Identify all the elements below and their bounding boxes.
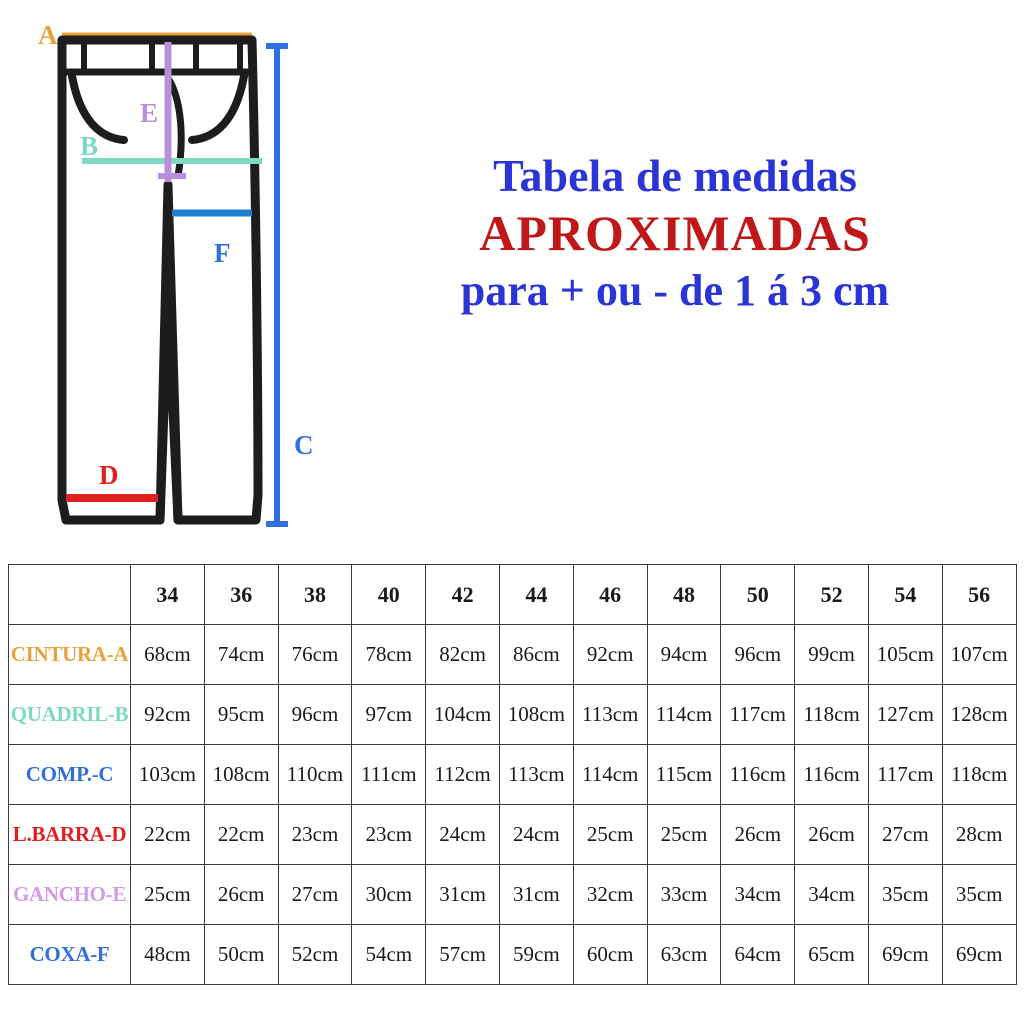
measure-label-3: COMP.-C	[9, 745, 131, 805]
cell-1-40: 78cm	[352, 625, 426, 685]
cell-3-56: 118cm	[942, 745, 1016, 805]
cell-1-44: 86cm	[499, 625, 573, 685]
cell-5-46: 32cm	[573, 865, 647, 925]
label-letter-d: D	[99, 460, 119, 490]
cell-1-36: 74cm	[204, 625, 278, 685]
pocket-right	[192, 76, 244, 140]
cell-2-50: 117cm	[721, 685, 795, 745]
size-header-54: 54	[868, 565, 942, 625]
cell-3-54: 117cm	[868, 745, 942, 805]
size-table	[8, 564, 1017, 985]
size-header-34: 34	[131, 565, 205, 625]
cell-1-50: 96cm	[721, 625, 795, 685]
label-letter-e: E	[140, 98, 159, 128]
label-letter-c: C	[294, 430, 314, 460]
size-header-48: 48	[647, 565, 721, 625]
table-row	[9, 805, 1017, 865]
cell-1-52: 99cm	[795, 625, 869, 685]
cell-4-42: 24cm	[426, 805, 500, 865]
cell-4-52: 26cm	[795, 805, 869, 865]
cell-4-54: 27cm	[868, 805, 942, 865]
cell-5-56: 35cm	[942, 865, 1016, 925]
size-header-36: 36	[204, 565, 278, 625]
table-corner-cell	[9, 565, 131, 625]
cell-5-44: 31cm	[499, 865, 573, 925]
cell-2-44: 108cm	[499, 685, 573, 745]
cell-4-48: 25cm	[647, 805, 721, 865]
cell-6-40: 54cm	[352, 925, 426, 985]
cell-5-50: 34cm	[721, 865, 795, 925]
cell-3-48: 115cm	[647, 745, 721, 805]
pants-measurement-illustration	[0, 0, 360, 560]
cell-2-38: 96cm	[278, 685, 352, 745]
cell-5-40: 30cm	[352, 865, 426, 925]
cell-6-46: 60cm	[573, 925, 647, 985]
cell-2-40: 97cm	[352, 685, 426, 745]
cell-5-34: 25cm	[131, 865, 205, 925]
cell-5-52: 34cm	[795, 865, 869, 925]
cell-3-36: 108cm	[204, 745, 278, 805]
cell-6-48: 63cm	[647, 925, 721, 985]
cell-4-40: 23cm	[352, 805, 426, 865]
size-header-38: 38	[278, 565, 352, 625]
cell-2-36: 95cm	[204, 685, 278, 745]
cell-1-48: 94cm	[647, 625, 721, 685]
cell-3-42: 112cm	[426, 745, 500, 805]
table-row	[9, 685, 1017, 745]
cell-3-52: 116cm	[795, 745, 869, 805]
cell-6-36: 50cm	[204, 925, 278, 985]
cell-1-42: 82cm	[426, 625, 500, 685]
cell-5-38: 27cm	[278, 865, 352, 925]
table-row	[9, 625, 1017, 685]
cell-2-52: 118cm	[795, 685, 869, 745]
cell-6-50: 64cm	[721, 925, 795, 985]
cell-3-34: 103cm	[131, 745, 205, 805]
cell-3-44: 113cm	[499, 745, 573, 805]
leg-split-right	[168, 185, 178, 520]
cell-4-50: 26cm	[721, 805, 795, 865]
measure-label-6: COXA-F	[9, 925, 131, 985]
cell-1-38: 76cm	[278, 625, 352, 685]
size-header-56: 56	[942, 565, 1016, 625]
cell-5-42: 31cm	[426, 865, 500, 925]
label-letter-b: B	[80, 131, 99, 161]
cell-4-34: 22cm	[131, 805, 205, 865]
size-header-40: 40	[352, 565, 426, 625]
table-header-row	[9, 565, 1017, 625]
cell-1-56: 107cm	[942, 625, 1016, 685]
cell-2-54: 127cm	[868, 685, 942, 745]
cell-6-44: 59cm	[499, 925, 573, 985]
cell-4-56: 28cm	[942, 805, 1016, 865]
cell-6-34: 48cm	[131, 925, 205, 985]
title-line-3: para + ou - de 1 á 3 cm	[460, 265, 890, 315]
label-letter-f: F	[214, 238, 231, 268]
cell-5-48: 33cm	[647, 865, 721, 925]
measure-label-5: GANCHO-E	[9, 865, 131, 925]
cell-3-40: 111cm	[352, 745, 426, 805]
cell-5-36: 26cm	[204, 865, 278, 925]
size-header-44: 44	[499, 565, 573, 625]
cell-6-56: 69cm	[942, 925, 1016, 985]
measure-label-1: CINTURA-A	[9, 625, 131, 685]
size-header-50: 50	[721, 565, 795, 625]
cell-2-34: 92cm	[131, 685, 205, 745]
size-header-52: 52	[795, 565, 869, 625]
table-row	[9, 865, 1017, 925]
cell-4-36: 22cm	[204, 805, 278, 865]
label-letter-a: A	[38, 20, 58, 50]
cell-1-54: 105cm	[868, 625, 942, 685]
table-row	[9, 745, 1017, 805]
cell-6-42: 57cm	[426, 925, 500, 985]
size-header-42: 42	[426, 565, 500, 625]
cell-5-54: 35cm	[868, 865, 942, 925]
cell-6-38: 52cm	[278, 925, 352, 985]
cell-2-42: 104cm	[426, 685, 500, 745]
cell-2-46: 113cm	[573, 685, 647, 745]
cell-6-52: 65cm	[795, 925, 869, 985]
size-header-46: 46	[573, 565, 647, 625]
cell-4-46: 25cm	[573, 805, 647, 865]
cell-1-34: 68cm	[131, 625, 205, 685]
size-table-wrap	[8, 564, 1016, 985]
title-block	[330, 150, 1020, 318]
cell-6-54: 69cm	[868, 925, 942, 985]
cell-4-44: 24cm	[499, 805, 573, 865]
table-row	[9, 925, 1017, 985]
measure-label-4: L.BARRA-D	[9, 805, 131, 865]
measure-label-2: QUADRIL-B	[9, 685, 131, 745]
cell-2-48: 114cm	[647, 685, 721, 745]
cell-4-38: 23cm	[278, 805, 352, 865]
cell-1-46: 92cm	[573, 625, 647, 685]
cell-3-46: 114cm	[573, 745, 647, 805]
cell-3-50: 116cm	[721, 745, 795, 805]
cell-3-38: 110cm	[278, 745, 352, 805]
title-line-2: APROXIMADAS	[479, 204, 871, 261]
title-line-1: Tabela de medidas	[493, 150, 857, 201]
cell-2-56: 128cm	[942, 685, 1016, 745]
